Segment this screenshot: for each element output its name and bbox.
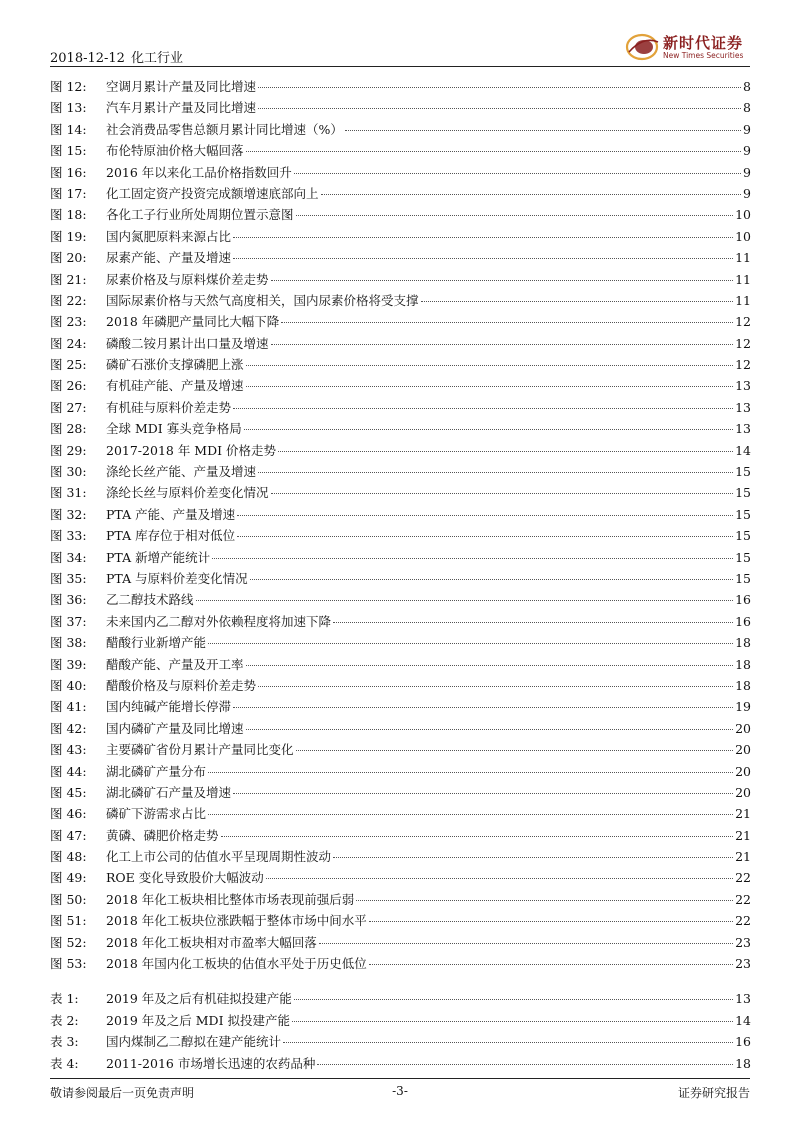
entry-title: 国内磷矿产量及同比增速 <box>106 720 244 736</box>
entry-page: 12 <box>735 314 751 330</box>
page-header <box>50 30 750 70</box>
toc-entry[interactable] <box>50 804 751 825</box>
table-list <box>50 989 751 1075</box>
entry-title: 涤纶长丝与原料价差变化情况 <box>106 485 269 501</box>
toc-entry[interactable] <box>50 184 751 205</box>
entry-page: 21 <box>735 827 751 843</box>
entry-label: 图 33: <box>50 528 87 544</box>
entry-page: 15 <box>735 485 751 501</box>
entry-label: 图 18: <box>50 207 87 223</box>
entry-leader <box>321 194 742 195</box>
entry-page: 10 <box>735 207 751 223</box>
entry-title: 湖北磷矿石产量及增速 <box>106 784 232 800</box>
entry-leader <box>237 515 733 516</box>
toc-entry[interactable] <box>50 376 751 397</box>
entry-label: 图 16: <box>50 164 87 180</box>
toc-entry[interactable] <box>50 120 751 141</box>
entry-leader <box>271 344 734 345</box>
entry-page: 22 <box>735 891 751 907</box>
entry-title: 2017-2018 年 MDI 价格走势 <box>106 442 277 458</box>
entry-leader <box>271 493 734 494</box>
entry-title: 布伦特原油价格大幅回落 <box>106 143 244 159</box>
toc-entry[interactable] <box>50 77 751 98</box>
entry-page: 13 <box>735 421 751 437</box>
entry-page: 18 <box>735 677 751 693</box>
entry-page: 9 <box>743 164 751 180</box>
list-separator <box>50 975 751 989</box>
entry-title: 2018 年化工板块位涨跌幅于整体市场中间水平 <box>106 913 367 929</box>
entry-page: 15 <box>735 570 751 586</box>
toc-entry[interactable] <box>50 205 751 226</box>
entry-page: 13 <box>735 378 751 394</box>
entry-page: 11 <box>735 292 751 308</box>
entry-leader <box>233 408 733 409</box>
entry-title: 各化工子行业所处周期位置示意图 <box>106 207 294 223</box>
logo-chinese-name: 新时代证券 <box>663 34 744 52</box>
figure-list <box>50 77 751 975</box>
toc-entry[interactable] <box>50 312 751 333</box>
toc-entry[interactable] <box>50 505 751 526</box>
entry-label: 图 17: <box>50 185 87 201</box>
entry-leader <box>212 558 733 559</box>
entry-leader <box>421 301 734 302</box>
report-date: 2018-12-12 <box>50 51 125 66</box>
entry-title: 尿素产能、产量及增速 <box>106 250 232 266</box>
entry-title: PTA 库存位于相对低位 <box>106 528 236 544</box>
entry-label: 图 47: <box>50 827 87 843</box>
entry-label: 图 43: <box>50 742 87 758</box>
entry-leader <box>292 1021 733 1022</box>
entry-page: 19 <box>735 699 751 715</box>
toc-entry[interactable] <box>50 590 751 611</box>
entry-label: 图 51: <box>50 913 87 929</box>
toc-entry[interactable] <box>50 1011 751 1032</box>
entry-leader <box>237 536 733 537</box>
toc-entry[interactable] <box>50 1054 751 1075</box>
entry-title: 全球 MDI 寡头竞争格局 <box>106 421 242 437</box>
entry-page: 22 <box>735 913 751 929</box>
entry-page: 18 <box>735 1055 751 1071</box>
entry-page: 12 <box>735 357 751 373</box>
entry-label: 图 12: <box>50 79 87 94</box>
entry-label: 图 37: <box>50 613 87 629</box>
entry-leader <box>266 878 733 879</box>
toc-entry[interactable] <box>50 933 751 954</box>
entry-title: 尿素价格及与原料煤价差走势 <box>106 271 269 287</box>
entry-leader <box>246 386 734 387</box>
entry-page: 16 <box>735 1034 751 1050</box>
footer-divider <box>50 1078 750 1079</box>
entry-leader <box>233 258 733 259</box>
entry-leader <box>246 365 734 366</box>
entry-page: 23 <box>735 956 751 972</box>
toc-entry[interactable] <box>50 740 751 761</box>
toc-entry[interactable] <box>50 270 751 291</box>
toc-entry[interactable] <box>50 676 751 697</box>
entry-leader <box>294 173 741 174</box>
entry-leader <box>246 151 742 152</box>
entry-label: 图 22: <box>50 292 87 308</box>
entry-label: 图 14: <box>50 121 87 137</box>
entry-leader <box>208 643 733 644</box>
industry-name: 化工行业 <box>130 51 183 66</box>
logo-emblem-icon <box>625 32 661 62</box>
entry-page: 20 <box>735 784 751 800</box>
entry-leader <box>369 964 733 965</box>
entry-label: 图 30: <box>50 464 87 480</box>
entry-title: 2018 年国内化工板块的估值水平处于历史低位 <box>106 956 367 972</box>
toc-entry[interactable] <box>50 248 751 269</box>
entry-page: 13 <box>735 991 751 1007</box>
toc-entry[interactable] <box>50 419 751 440</box>
entry-title: PTA 新增产能统计 <box>106 549 211 565</box>
header-text <box>50 47 189 66</box>
entry-label: 图 23: <box>50 314 87 330</box>
toc-entry[interactable] <box>50 719 751 740</box>
entry-label: 图 21: <box>50 271 87 287</box>
entry-leader <box>356 900 733 901</box>
footer-page-number: -3- <box>392 1084 408 1098</box>
entry-title: 乙二醇技术路线 <box>106 592 194 608</box>
entry-page: 22 <box>735 870 751 886</box>
entry-leader <box>233 237 733 238</box>
entry-label: 图 42: <box>50 720 87 736</box>
toc-entry[interactable] <box>50 762 751 783</box>
table-of-contents <box>50 77 751 1075</box>
entry-label: 图 35: <box>50 570 87 586</box>
entry-leader <box>281 322 733 323</box>
entry-leader <box>233 793 733 794</box>
entry-label: 图 36: <box>50 592 87 608</box>
entry-title: 汽车月累计产量及同比增速 <box>106 100 257 116</box>
toc-entry[interactable] <box>50 141 751 162</box>
entry-label: 图 20: <box>50 250 87 266</box>
entry-page: 15 <box>735 549 751 565</box>
entry-leader <box>333 622 733 623</box>
entry-leader <box>345 130 741 131</box>
toc-entry[interactable] <box>50 847 751 868</box>
entry-label: 图 46: <box>50 806 87 822</box>
entry-title: 化工固定资产投资完成额增速底部向上 <box>106 185 319 201</box>
entry-label: 图 40: <box>50 677 87 693</box>
entry-title: 空调月累计产量及同比增速 <box>106 79 257 94</box>
toc-entry[interactable] <box>50 612 751 633</box>
entry-leader <box>294 999 733 1000</box>
header-divider <box>50 66 750 67</box>
entry-label: 图 19: <box>50 228 87 244</box>
entry-title: 磷矿石涨价支撑磷肥上涨 <box>106 357 244 373</box>
entry-title: 2019 年及之后 MDI 拟投建产能 <box>106 1012 290 1028</box>
entry-title: PTA 产能、产量及增速 <box>106 506 236 522</box>
entry-label: 图 49: <box>50 870 87 886</box>
entry-leader <box>258 87 741 88</box>
entry-label: 图 41: <box>50 699 87 715</box>
entry-leader <box>333 857 733 858</box>
entry-title: PTA 与原料价差变化情况 <box>106 570 248 586</box>
entry-leader <box>317 1064 733 1065</box>
entry-page: 9 <box>743 185 751 201</box>
entry-title: 2016 年以来化工品价格指数回升 <box>106 164 292 180</box>
toc-entry[interactable] <box>50 868 751 889</box>
entry-label: 图 32: <box>50 506 87 522</box>
entry-label: 图 31: <box>50 485 87 501</box>
entry-leader <box>196 600 734 601</box>
entry-title: 2018 年磷肥产量同比大幅下降 <box>106 314 280 330</box>
entry-label: 图 27: <box>50 399 87 415</box>
entry-title: 国内纯碱产能增长停滞 <box>106 699 232 715</box>
entry-leader <box>208 772 733 773</box>
footer-disclaimer: 敬请参阅最后一页免责声明 <box>50 1086 195 1100</box>
entry-page: 15 <box>735 464 751 480</box>
entry-page: 9 <box>743 121 751 137</box>
entry-title: 醋酸价格及与原料价差走势 <box>106 677 257 693</box>
entry-leader <box>296 215 734 216</box>
toc-entry[interactable] <box>50 441 751 462</box>
entry-page: 14 <box>735 1012 751 1028</box>
entry-leader <box>271 280 734 281</box>
entry-page: 20 <box>735 720 751 736</box>
entry-label: 图 44: <box>50 763 87 779</box>
toc-entry[interactable] <box>50 697 751 718</box>
entry-title: 黄磷、磷肥价格走势 <box>106 827 219 843</box>
entry-title: ROE 变化导致股价大幅波动 <box>106 870 264 886</box>
entry-leader <box>369 921 733 922</box>
toc-entry[interactable] <box>50 163 751 184</box>
entry-page: 23 <box>735 934 751 950</box>
entry-leader <box>233 707 733 708</box>
toc-entry[interactable] <box>50 911 751 932</box>
toc-entry[interactable] <box>50 462 751 483</box>
toc-entry[interactable] <box>50 655 751 676</box>
entry-label: 表 3: <box>50 1034 79 1050</box>
entry-title: 磷酸二铵月累计出口量及增速 <box>106 335 269 351</box>
entry-label: 图 50: <box>50 891 87 907</box>
entry-title: 国际尿素价格与天然气高度相关，国内尿素价格将受支撑 <box>106 292 419 308</box>
entry-leader <box>296 750 734 751</box>
entry-page: 14 <box>735 442 751 458</box>
entry-title: 涤纶长丝产能、产量及增速 <box>106 464 257 480</box>
entry-label: 图 38: <box>50 635 87 651</box>
entry-page: 13 <box>735 399 751 415</box>
entry-page: 16 <box>735 592 751 608</box>
entry-title: 2018 年化工板块相比整体市场表现前强后弱 <box>106 891 355 907</box>
footer-report-type: 证券研究报告 <box>677 1086 750 1100</box>
entry-page: 18 <box>735 656 751 672</box>
entry-page: 8 <box>743 79 751 94</box>
entry-page: 11 <box>735 250 751 266</box>
toc-entry[interactable] <box>50 826 751 847</box>
toc-entry[interactable] <box>50 355 751 376</box>
toc-entry[interactable] <box>50 98 751 119</box>
entry-page: 20 <box>735 763 751 779</box>
entry-title: 国内煤制乙二醇拟在建产能统计 <box>106 1034 282 1050</box>
entry-label: 表 1: <box>50 991 79 1007</box>
entry-label: 图 25: <box>50 357 87 373</box>
entry-title: 醋酸行业新增产能 <box>106 635 207 651</box>
entry-page: 16 <box>735 613 751 629</box>
toc-entry[interactable] <box>50 334 751 355</box>
toc-entry[interactable] <box>50 890 751 911</box>
entry-title: 社会消费品零售总额月累计同比增速（%） <box>106 121 343 137</box>
toc-entry[interactable] <box>50 1032 751 1053</box>
entry-leader <box>244 429 733 430</box>
entry-title: 醋酸产能、产量及开工率 <box>106 656 244 672</box>
toc-entry[interactable] <box>50 569 751 590</box>
entry-label: 表 4: <box>50 1055 79 1071</box>
entry-title: 有机硅产能、产量及增速 <box>106 378 244 394</box>
entry-page: 21 <box>735 806 751 822</box>
entry-page: 18 <box>735 635 751 651</box>
toc-entry[interactable] <box>50 398 751 419</box>
entry-leader <box>221 836 734 837</box>
entry-title: 2018 年化工板块相对市盈率大幅回落 <box>106 934 317 950</box>
toc-entry[interactable] <box>50 548 751 569</box>
toc-entry[interactable] <box>50 227 751 248</box>
entry-label: 图 52: <box>50 934 87 950</box>
entry-leader <box>258 472 733 473</box>
entry-title: 国内氮肥原料来源占比 <box>106 228 232 244</box>
entry-leader <box>246 729 734 730</box>
entry-label: 图 39: <box>50 656 87 672</box>
entry-title: 磷矿下游需求占比 <box>106 806 207 822</box>
entry-page: 15 <box>735 528 751 544</box>
entry-leader <box>250 579 734 580</box>
entry-label: 图 13: <box>50 100 87 116</box>
entry-leader <box>246 665 734 666</box>
toc-entry[interactable] <box>50 633 751 654</box>
toc-entry[interactable] <box>50 483 751 504</box>
toc-entry[interactable] <box>50 989 751 1010</box>
entry-leader <box>208 814 733 815</box>
entry-page: 12 <box>735 335 751 351</box>
entry-leader <box>258 108 741 109</box>
entry-page: 9 <box>743 143 751 159</box>
entry-title: 2019 年及之后有机硅拟投建产能 <box>106 991 292 1007</box>
entry-leader <box>278 451 733 452</box>
entry-label: 图 28: <box>50 421 87 437</box>
entry-title: 未来国内乙二醇对外依赖程度将加速下降 <box>106 613 332 629</box>
entry-page: 20 <box>735 742 751 758</box>
entry-label: 图 15: <box>50 143 87 159</box>
entry-leader <box>258 686 733 687</box>
entry-label: 图 48: <box>50 849 87 865</box>
entry-label: 图 29: <box>50 442 87 458</box>
entry-label: 图 26: <box>50 378 87 394</box>
entry-page: 15 <box>735 506 751 522</box>
entry-page: 10 <box>735 228 751 244</box>
entry-title: 有机硅与原料价差走势 <box>106 399 232 415</box>
entry-leader <box>319 943 733 944</box>
entry-label: 图 45: <box>50 784 87 800</box>
entry-label: 表 2: <box>50 1012 79 1028</box>
entry-label: 图 24: <box>50 335 87 351</box>
entry-title: 化工上市公司的估值水平呈现周期性波动 <box>106 849 332 865</box>
company-logo <box>625 30 750 64</box>
entry-label: 图 53: <box>50 956 87 972</box>
entry-title: 主要磷矿省份月累计产量同比变化 <box>106 742 294 758</box>
toc-entry[interactable] <box>50 954 751 975</box>
entry-page: 8 <box>743 100 751 116</box>
entry-title: 2011-2016 市场增长迅速的农药品种 <box>106 1055 316 1071</box>
toc-entry[interactable] <box>50 783 751 804</box>
entry-page: 11 <box>735 271 751 287</box>
logo-english-name: New Times Securities <box>663 51 744 60</box>
toc-entry[interactable] <box>50 291 751 312</box>
entry-leader <box>283 1042 733 1043</box>
entry-title: 湖北磷矿产量分布 <box>106 763 207 779</box>
entry-label: 图 34: <box>50 549 87 565</box>
toc-entry[interactable] <box>50 526 751 547</box>
entry-page: 21 <box>735 849 751 865</box>
